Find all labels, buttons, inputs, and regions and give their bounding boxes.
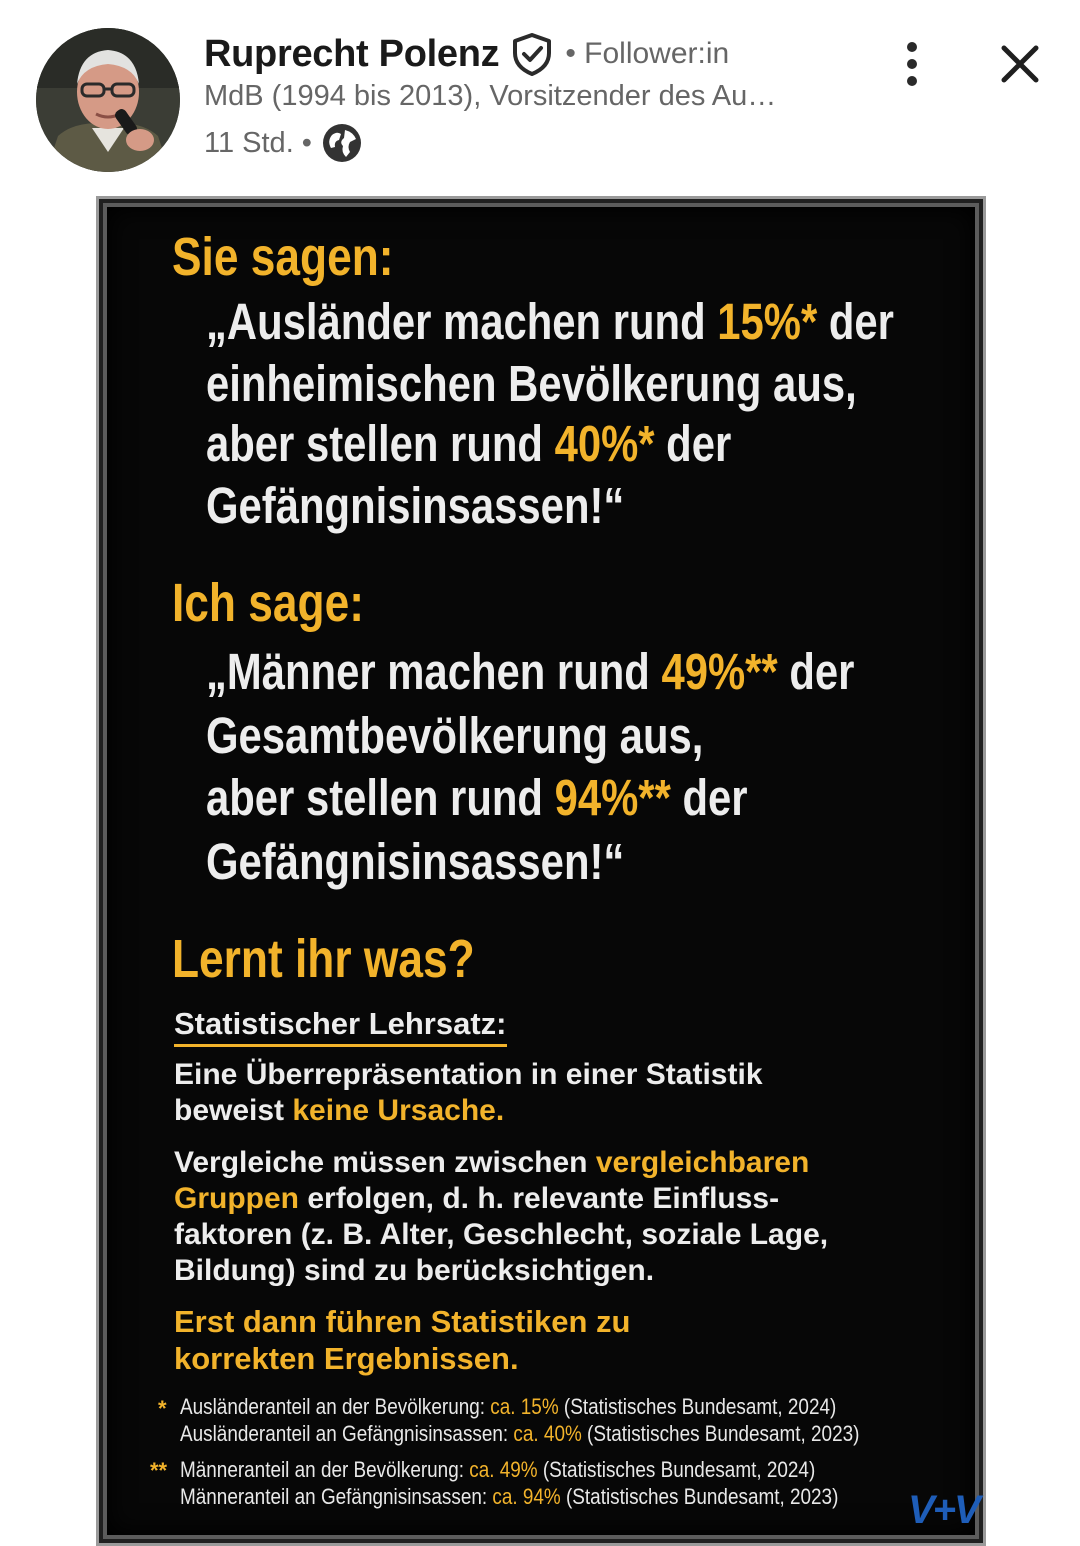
- heading-lernt-ihr-was: Lernt ihr was?: [172, 929, 475, 989]
- stat-15-percent: 15%*: [717, 293, 818, 350]
- post-meta: [204, 120, 364, 166]
- author-subtitle: MdB (1994 bis 2013), Vorsitzender des Au…: [204, 80, 777, 112]
- quote1-line1: „Ausländer machen rund 15%* der: [206, 293, 894, 350]
- footnote1a: Ausländeranteil an der Bevölkerung: ca. 15% (Statistisches Bundesamt, 2024): [180, 1394, 837, 1419]
- more-vertical-icon: [907, 76, 917, 86]
- quote2-line4: Gefängnisinsassen!“: [206, 833, 625, 890]
- heading-ich-sage: Ich sage:: [172, 573, 364, 633]
- lehrsatz-heading: Statistischer Lehrsatz:: [174, 1006, 507, 1047]
- post-header: [0, 0, 1080, 190]
- quote1-line3: aber stellen rund 40%* der: [206, 415, 732, 472]
- footnote1-marker: *: [158, 1396, 167, 1421]
- post-time: 11 Std. •: [204, 126, 312, 159]
- vv-logo: V+V: [908, 1488, 979, 1532]
- conclusion-line2: korrekten Ergebnissen.: [174, 1341, 519, 1376]
- stat-94-percent: 94%**: [554, 769, 671, 826]
- quote1-line4: Gefängnisinsassen!“: [206, 477, 625, 534]
- post-image[interactable]: [96, 196, 986, 1546]
- heading-sie-sagen: Sie sagen:: [172, 227, 394, 287]
- avatar-photo: [36, 28, 180, 172]
- globe-icon: [320, 121, 364, 165]
- stat-49-percent: 49%**: [661, 643, 778, 700]
- more-vertical-icon: [907, 59, 917, 69]
- quote1-line2: einheimischen Bevölkerung aus,: [206, 355, 857, 412]
- paragraph2-line4: Bildung) sind zu berücksichtigen.: [174, 1254, 655, 1287]
- quote2-line3: aber stellen rund 94%** der: [206, 769, 748, 826]
- footnote2a: Männeranteil an der Bevölkerung: ca. 49% (Statistisches Bundesamt, 2024): [180, 1457, 816, 1482]
- quote2-line2: Gesamtbevölkerung aus,: [206, 707, 704, 764]
- more-vertical-icon: [907, 42, 917, 52]
- paragraph1-line1: Eine Überrepräsentation in einer Statistik: [174, 1058, 763, 1091]
- author-name[interactable]: Ruprecht Polenz: [204, 32, 500, 75]
- paragraph2-line2: Gruppen erfolgen, d. h. relevante Einfluss-: [174, 1182, 780, 1215]
- paragraph2-line3: faktoren (z. B. Alter, Geschlecht, soziale Lage,: [174, 1218, 829, 1251]
- shield-check-icon: [509, 31, 555, 77]
- more-options-button[interactable]: [890, 38, 934, 90]
- avatar[interactable]: [36, 28, 180, 172]
- close-icon[interactable]: [996, 40, 1044, 88]
- footnote2-marker: **: [150, 1458, 168, 1483]
- paragraph1-line2: beweist keine Ursache.: [174, 1094, 505, 1127]
- author-row: [204, 30, 729, 78]
- follower-badge: • Follower:in: [565, 37, 730, 70]
- footnote2b: Männeranteil an Gefängnisinsassen: ca. 94% (Statistisches Bundesamt, 2023): [180, 1484, 839, 1509]
- quote2-line1: „Männer machen rund 49%** der: [206, 643, 855, 700]
- paragraph2-line1: Vergleiche müssen zwischen vergleichbaren: [174, 1146, 810, 1179]
- footnote1b: Ausländeranteil an Gefängnisinsassen: ca. 40% (Statistisches Bundesamt, 2023): [180, 1421, 860, 1446]
- stat-40-percent: 40%*: [554, 415, 655, 472]
- conclusion-line1: Erst dann führen Statistiken zu: [174, 1304, 631, 1339]
